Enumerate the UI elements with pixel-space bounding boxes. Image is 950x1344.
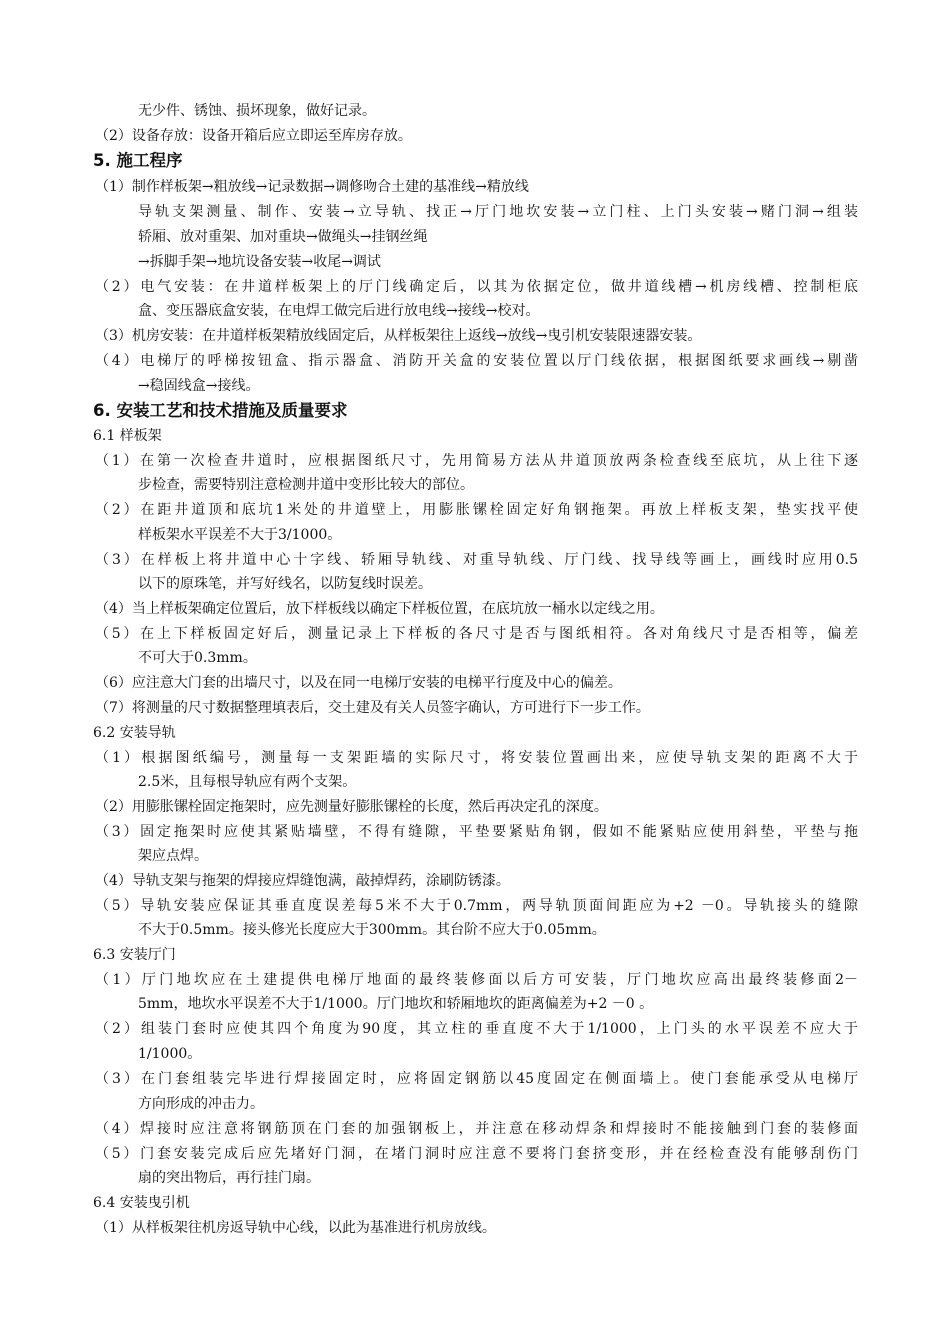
text-line: →稳固线盒→接线。 (138, 378, 260, 394)
text-line: 架应点焊。 (138, 848, 208, 864)
subsection-heading: 6.3 安装厅门 (93, 947, 176, 963)
list-item: （1）制作样板架→粗放线→记录数据→调修吻合土建的基准线→精放线 (95, 179, 529, 195)
text-line: 以下的原珠笔，并写好线名，以防复线时误差。 (138, 576, 432, 592)
list-item: （6）应注意大门套的出墙尺寸，以及在同一电梯厅安装的电梯平行度及中心的偏差。 (95, 675, 622, 691)
list-item: （4）导轨支架与拖架的焊接应焊缝饱满，敲掉焊药，涂刷防锈漆。 (95, 873, 510, 889)
subsection-heading: 6.4 安装曳引机 (93, 1195, 190, 1211)
list-item: （2）电气安装：在井道样板架上的厅门线确定后，以其为依据定位，做井道线槽→机房线槽、控制柜底 (95, 279, 858, 295)
list-item: （1）厅门地坎应在土建提供电梯厅地面的最终装修面以后方可安装，厅门地坎应高出最终装修面2－ (95, 972, 858, 988)
list-item: （3）机房安装：在井道样板架精放线固定后，从样板架往上返线→放线→曳引机安装限速器安装。 (95, 328, 702, 344)
list-item: （2）用膨胀镙栓固定拖架时，应先测量好膨胀镙栓的长度，然后再决定孔的深度。 (95, 799, 608, 815)
text-line: 轿厢、放对重架、加对重块→做绳头→挂钢丝绳 (138, 229, 428, 245)
text-line: 扇的突出物后，再行挂门扇。 (138, 1170, 320, 1186)
list-item: （4）焊接时应注意将钢筋顶在门套的加强钢板上，并注意在移动焊条和焊接时不能接触到门套的装修面 (95, 1121, 858, 1137)
list-item: （1）根据图纸编号，测量每一支架距墙的实际尺寸，将安装位置画出来，应使导轨支架的距离不大于 (95, 750, 858, 766)
subsection-heading: 6.2 安装导轨 (93, 725, 176, 741)
list-item: （1）从样板架往机房返导轨中心线，以此为基准进行机房放线。 (95, 1220, 496, 1236)
subsection-heading: 6.1 样板架 (93, 428, 162, 444)
list-item: （7）将测量的尺寸数据整理填表后，交土建及有关人员签字确认，方可进行下一步工作。 (95, 700, 650, 716)
list-item: （2）设备存放：设备开箱后应立即运至库房存放。 (95, 128, 412, 144)
list-item: （5）导轨安装应保证其垂直度误差每5米不大于0.7mm，两导轨顶面间距应为+2 －0。导轨接头的缝隙 (95, 898, 858, 914)
list-item: （1）在第一次检查井道时，应根据图纸尺寸，先用简易方法从井道顶放两条检查线至底坑，从上往下逐 (95, 453, 858, 469)
text-line: 不可大于0.3mm。 (138, 650, 257, 666)
list-item: （5）在上下样板固定好后，测量记录上下样板的各尺寸是否与图纸相符。各对角线尺寸是否相等，偏差 (95, 626, 858, 642)
list-item: （2）在距井道顶和底坑1米处的井道壁上，用膨胀镙栓固定好角钢拖架。再放上样板支架，垫实找平使 (95, 502, 858, 518)
text-line: 2.5米，且每根导轨应有两个支架。 (138, 774, 357, 790)
text-line: 步检查，需要特别注意检测井道中变形比较大的部位。 (138, 477, 474, 493)
text-line: 方向形成的冲击力。 (138, 1096, 264, 1112)
section-heading: 6. 安装工艺和技术措施及质量要求 (93, 401, 348, 420)
section-heading: 5. 施工程序 (93, 151, 183, 170)
text-line: 导轨支架测量、制作、安装→立导轨、找正→厅门地坎安装→立门柱、上门头安装→赌门洞→组装 (138, 204, 858, 220)
text-line: 样板架水平误差不大于3/1000。 (138, 527, 342, 543)
text-line: 盒、变压器底盒安装，在电焊工做完后进行放电线→接线→校对。 (138, 303, 540, 319)
text-line: 无少件、锈蚀、损坏现象，做好记录。 (138, 103, 376, 119)
text-line: →拆脚手架→地坑设备安装→收尾→调试 (138, 254, 381, 270)
text-line: 1/1000。 (138, 1046, 202, 1062)
list-item: （3）固定拖架时应使其紧贴墙壁，不得有缝隙，平垫要紧贴角钢，假如不能紧贴应使用斜垫，平垫与拖 (95, 824, 858, 840)
list-item: （3）在门套组装完毕进行焊接固定时，应将固定钢筋以45度固定在侧面墙上。使门套能承受从电梯厅 (95, 1071, 858, 1087)
text-line: 不大于0.5mm。接头修光长度应大于300mm。其台阶不应大于0.05mm。 (138, 922, 606, 938)
text-line: 5mm，地坎水平误差不大于1/1000。厅门地坎和轿厢地坎的距离偏差为+2 －0 。 (138, 996, 654, 1012)
list-item: （3）在样板上将井道中心十字线、轿厢导轨线、对重导轨线、厅门线、找导线等画上，画线时应用0.5 (95, 552, 858, 568)
list-item: （2）组装门套时应使其四个角度为90度，其立柱的垂直度不大于1/1000，上门头的水平误差不应大于 (95, 1021, 858, 1037)
list-item: （4）电梯厅的呼梯按钮盒、指示器盒、消防开关盒的安装位置以厅门线依据，根据图纸要求画线→剔凿 (95, 353, 858, 369)
list-item: （5）门套安装完成后应先堵好门洞，在堵门洞时应注意不要将门套挤变形，并在经检查没有能够刮伤门 (95, 1146, 858, 1162)
list-item: （4）当上样板架确定位置后，放下样板线以确定下样板位置，在底坑放一桶水以定线之用。 (95, 601, 664, 617)
